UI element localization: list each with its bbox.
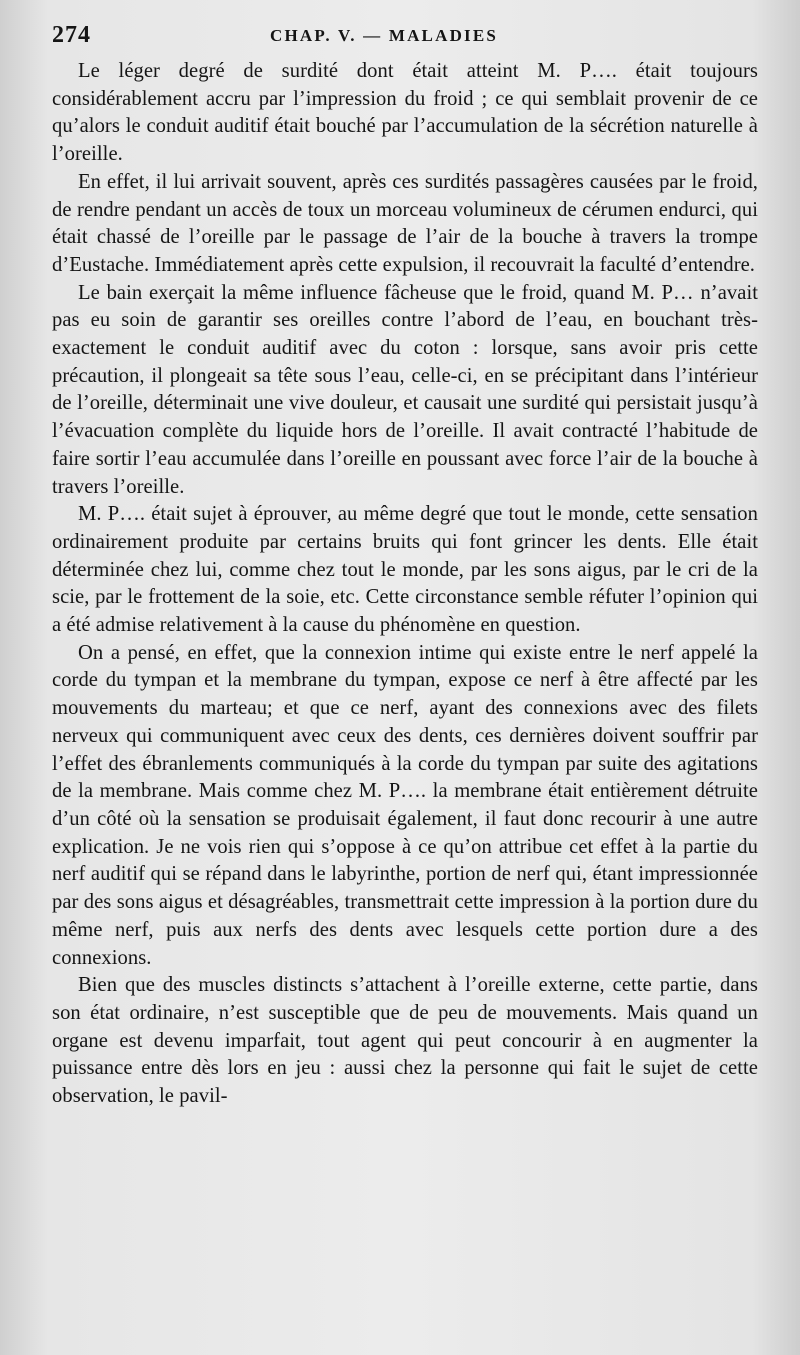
paragraph: Le léger degré de surdité dont était atteint M. P…. était toujours considérablement accru par l’impression du froid ; ce qui semblait provenir de ce qu’alors le conduit auditif était bouché par l’accumulation de la sécrétion naturelle à l’oreille. (52, 60, 758, 166)
paragraph: Le bain exerçait la même influence fâcheuse que le froid, quand M. P… n’avait pas eu soin de garantir ses oreilles contre l’abord de l’eau, en bouchant très-exactement le conduit auditif avec du coton : lorsque, sans avoir pris cette précaution, il plongeait sa tête sous l’eau, celle-ci, en se précipitant dans l’intérieur de l’oreille, déterminait une vive douleur, et causait une surdité qui persistait jusqu’à l’évacuation complète du liquide hors de l’oreille. Il avait contracté l’habitude de faire sortir l’eau accumulée dans l’oreille en poussant avec force l’air de la bouche à travers l’oreille. (52, 281, 758, 498)
page-header (52, 22, 776, 52)
paragraph: M. P…. était sujet à éprouver, au même degré que tout le monde, cette sensation ordinairement produite par certains bruits qui font grincer les dents. Elle était déterminée chez lui, comme chez tout le monde, par les sons aigus, par le cri de la scie, par le frottement de la soie, etc. Cette circonstance semble réfuter l’opinion qui a été admise relativement à la cause du phénomène en question. (52, 503, 758, 637)
running-head: CHAP. V. — MALADIES (270, 26, 499, 45)
paragraph: En effet, il lui arrivait souvent, après ces surdités passagères causées par le froid, de rendre pendant un accès de toux un morceau volumineux de cérumen endurci, qui était chassé de l’oreille par le passage de l’air de la bouche à travers la trompe d’Eustache. Immédiatement après cette expulsion, il recouvrait la faculté d’entendre. (52, 170, 758, 276)
body-text (52, 58, 758, 1111)
paragraph: On a pensé, en effet, que la connexion intime qui existe entre le nerf appelé la corde du tympan et la membrane du tympan, expose ce nerf à être affecté par les mouvements du marteau; et que ce nerf, ayant des connexions avec des filets nerveux qui communiquent avec ceux des dents, ces dernières doivent souffrir par l’effet des ébranlements communiqués à la corde du tympan par suite des agitations de la membrane. Mais comme chez M. P…. la membrane était entièrement détruite d’un côté où la sensation se produisait également, il faut donc recourir à une autre explication. Je ne vois rien qui s’oppose à ce qu’on attribue cet effet à la partie du nerf auditif qui se répand dans le labyrinthe, portion de nerf qui, étant impressionnée par des sons aigus et désagréables, transmettrait cette impression à la portion dure du même nerf, puis aux nerfs des dents avec lesquels cette portion dure a des connexions. (52, 641, 758, 969)
paragraph: Bien que des muscles distincts s’attachent à l’oreille externe, cette partie, dans son état ordinaire, n’est susceptible que de peu de mouvements. Mais quand un organe est devenu imparfait, tout agent qui peut concourir à en augmenter la puissance entre dès lors en jeu : aussi chez la personne qui fait le sujet de cette observation, le pavil- (52, 974, 758, 1108)
page-number: 274 (52, 22, 91, 48)
